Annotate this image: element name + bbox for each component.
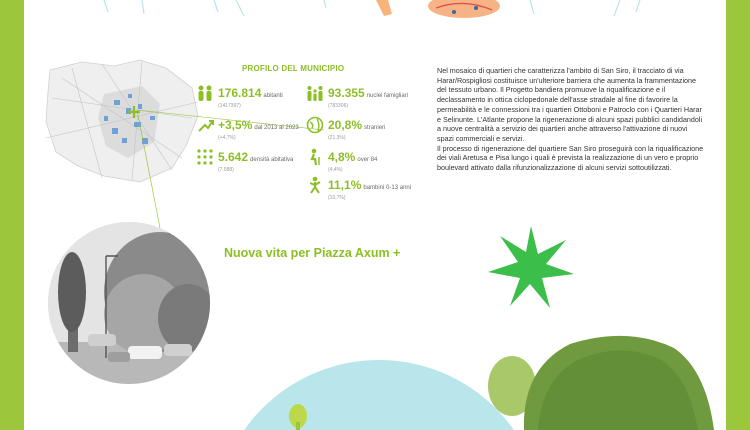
stat-value: 11,1%	[328, 178, 362, 192]
stat-label: abitanti	[263, 93, 283, 99]
stat-label: dal 2013 al 2023	[254, 125, 299, 131]
stat-bambini	[306, 176, 411, 201]
stat-stranieri	[306, 116, 385, 141]
stat-sub: (783306)	[328, 103, 349, 109]
description-part-1: Nel mosaico di quartieri che caratterizza l'ambito di San Siro, il tracciato di via Harar/Rospigliosi costituisce un'ulteriore barriera che aumenta la frammentazione del tessuto urbano. Il Progetto bandiera promuove la riqualificazione e il declassamento in ottica ciclopedonale dell'asse stradale al fine di favorire la permeabilità e le connessioni tra i quartieri Ottoboni e Patroclo con i Quartieri Harar e Selinunte. L'Atlante propone la rigenerazione di alcuni spazi pubblici candidandoli a nuove centralità a servizio dei quartieri anche attraverso l'attivazione di nuovi spazi commerciali e servizi.	[437, 66, 703, 143]
child-icon	[306, 176, 324, 194]
piazza-photo	[48, 222, 210, 384]
density-icon	[196, 148, 214, 166]
stat-sub: (+4,7%)	[218, 135, 236, 141]
photo-illustration	[48, 222, 210, 384]
bushes-shape	[478, 330, 726, 430]
people-icon	[196, 84, 214, 102]
description-text	[437, 66, 705, 173]
stat-label: densità abitativa	[250, 157, 294, 163]
stat-sub: (21,3%)	[328, 135, 346, 141]
stat-sub: (4,4%)	[328, 167, 343, 173]
page	[24, 0, 726, 430]
stat-over84	[306, 148, 377, 173]
stat-nuclei	[306, 84, 408, 109]
stat-densita	[196, 148, 293, 173]
tree-sprout-shape	[286, 404, 310, 430]
stat-value: 176.814	[218, 86, 262, 100]
stat-abitanti	[196, 84, 283, 109]
stat-value: 93.355	[328, 86, 365, 100]
stat-crescita	[196, 116, 299, 141]
stat-value: 20,8%	[328, 118, 363, 132]
stat-label: nuclei famigliari	[366, 93, 409, 99]
stat-value: +3,5%	[218, 118, 253, 132]
stat-label: bambini 0-13 anni	[363, 185, 412, 191]
stat-label: over 84	[357, 157, 378, 163]
elderly-icon	[306, 148, 324, 166]
stat-value: 5.642	[218, 150, 249, 164]
green-star-shape	[486, 222, 576, 312]
description-part-2: Il processo di rigenerazione del quartiere San Siro proseguirà con la riqualificazione dei viali Aretusa e Pisa lungo i quali è prevista la realizzazione di un vero e proprio boulevard attivato dalla rifunzionalizzazione di alcuni servizi sottoutilizzati.	[437, 143, 704, 173]
stat-sub: (7.588)	[218, 167, 234, 173]
family-icon	[306, 84, 324, 102]
growth-icon	[196, 116, 214, 134]
stat-sub: (1417397)	[218, 103, 241, 109]
section-headline: Nuova vita per Piazza Axum +	[224, 246, 401, 260]
stat-value: 4,8%	[328, 150, 356, 164]
stat-sub: (10,7%)	[328, 195, 346, 201]
stat-label: stranieri	[364, 125, 386, 131]
globe-icon	[306, 116, 324, 134]
profile-title: PROFILO DEL MUNICIPIO	[242, 64, 345, 73]
